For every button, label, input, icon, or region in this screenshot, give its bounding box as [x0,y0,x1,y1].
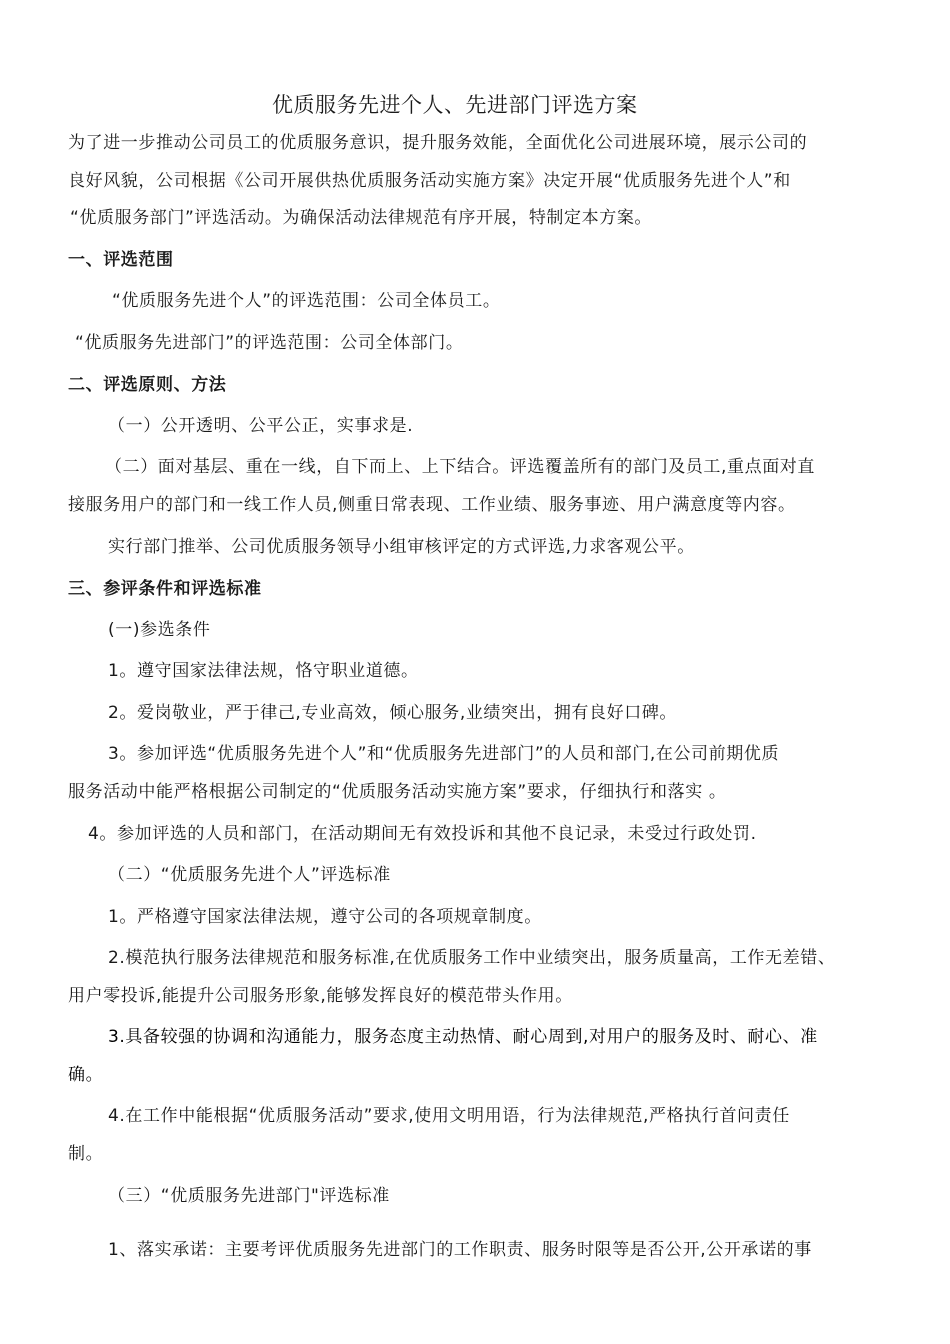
section-heading: 二、评选原则、方法 [68,375,227,395]
paragraph-line: 接服务用户的部门和一线工作人员,侧重日常表现、工作业绩、服务事迹、用户满意度等内容。 [68,495,796,515]
section-heading: 一、评选范围 [68,250,174,270]
document-title: 优质服务先进个人、先进部门评选方案 [272,93,638,117]
paragraph-line: （一）公开透明、公平公正，实事求是. [108,416,414,436]
intro-paragraph-line: 为了进一步推动公司员工的优质服务意识，提升服务效能，全面优化公司进展环境，展示公司的 [68,133,808,153]
list-item: 4.在工作中能根据“优质服务活动”要求,使用文明用语，行为法律规范,严格执行首问责任 [108,1106,790,1126]
list-item: 2.模范执行服务法律规范和服务标准,在优质服务工作中业绩突出，服务质量高，工作无差错、 [108,948,836,968]
list-item: 1。遵守国家法律法规，恪守职业道德。 [108,661,419,681]
intro-paragraph-line: 良好风貌，公司根据《公司开展供热优质服务活动实施方案》决定开展“优质服务先进个人”和 [68,171,791,191]
list-item: 3.具备较强的协调和沟通能力，服务态度主动热情、耐心周到,对用户的服务及时、耐心、准 [108,1027,818,1047]
list-item: 1。严格遵守国家法律法规，遵守公司的各项规章制度。 [108,907,542,927]
paragraph-line: （二）面对基层、重在一线，自下而上、上下结合。评选覆盖所有的部门及员工,重点面对直 [105,457,816,477]
paragraph-line: “优质服务先进部门”的评选范围：公司全体部门。 [75,333,464,353]
list-item-continuation: 制。 [68,1144,104,1164]
paragraph-line: “优质服务先进个人”的评选范围：公司全体员工。 [112,291,501,311]
subheading: （二）“优质服务先进个人”评选标准 [108,865,391,885]
list-item-continuation: 服务活动中能严格根据公司制定的“优质服务活动实施方案”要求，仔细执行和落实 。 [68,782,727,802]
section-heading: 三、参评条件和评选标准 [68,579,262,599]
subheading: （三）“优质服务先进部门"评选标准 [108,1186,390,1206]
paragraph-line: 实行部门推举、公司优质服务领导小组审核评定的方式评选,力求客观公平。 [108,537,695,557]
list-item: 1、落实承诺：主要考评优质服务先进部门的工作职责、服务时限等是否公开,公开承诺的事 [108,1240,812,1260]
list-item: 4。参加评选的人员和部门，在活动期间无有效投诉和其他不良记录，未受过行政处罚. [88,824,757,844]
list-item-continuation: 确。 [68,1065,104,1085]
subheading: (一)参选条件 [108,620,211,640]
list-item: 2。爱岗敬业，严于律己,专业高效，倾心服务,业绩突出，拥有良好口碑。 [108,703,678,723]
list-item: 3。参加评选“优质服务先进个人”和“优质服务先进部门”的人员和部门,在公司前期优质 [108,744,780,764]
list-item-continuation: 用户零投诉,能提升公司服务形象,能够发挥良好的模范带头作用。 [68,986,573,1006]
intro-paragraph-line: “优质服务部门”评选活动。为确保活动法律规范有序开展，特制定本方案。 [70,208,653,228]
